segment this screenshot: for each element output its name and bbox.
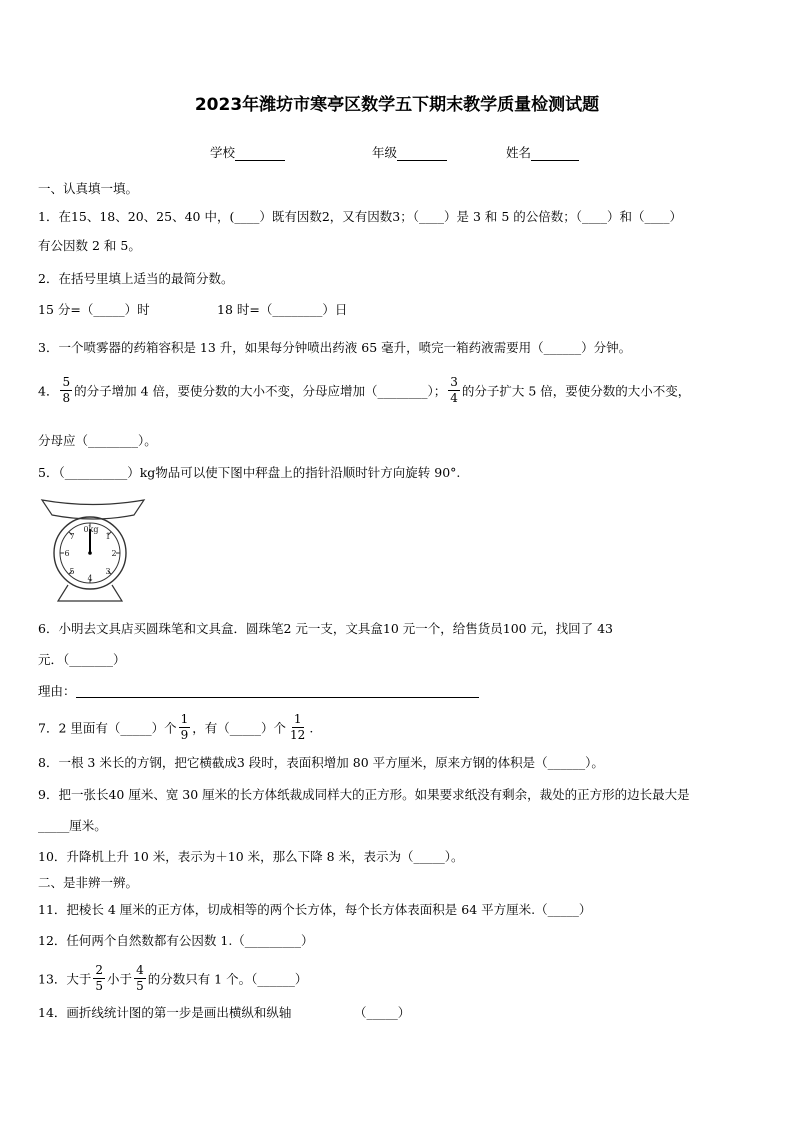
dial-number-4: 4 [87, 574, 93, 583]
fraction-denominator: 12 [290, 727, 306, 742]
kitchen-scale-icon [38, 495, 148, 605]
question-7 [38, 712, 314, 743]
dial-number-6: 6 [64, 549, 70, 558]
question-13 [38, 963, 308, 994]
reason-blank[interactable] [76, 685, 479, 698]
question-2: 2．在括号里填上适当的最简分数。 [38, 271, 234, 286]
dial-number-7: 7 [69, 532, 75, 541]
grade-label: 年级 [372, 145, 398, 160]
name-field [506, 143, 579, 161]
section-2-heading: 二、是非辨一辨。 [38, 875, 139, 890]
question-2-part-b: 18 时=（________）日 [217, 302, 348, 317]
fraction-numerator: 1 [293, 712, 302, 726]
question-7-text-c: . [309, 720, 314, 736]
reason-label: 理由： [38, 683, 76, 699]
dial-label-0kg: 0kg [83, 525, 99, 534]
name-label: 姓名 [506, 145, 532, 160]
question-14-blank: （_____） [354, 1005, 411, 1020]
question-6-line-1: 6．小明去文具店买圆珠笔和文具盒．圆珠笔2 元一支，文具盒10 元一个，给售货员100 元，找回了 43 [38, 621, 613, 636]
kitchen-scale-figure [38, 495, 148, 605]
fraction-numerator: 1 [180, 712, 189, 726]
question-13-text-b: 小于 [107, 971, 133, 987]
question-9-line-1: 9．把一张长40 厘米、宽 30 厘米的长方体纸裁成同样大的正方形。如果要求纸没有剩余，裁处的正方形的边长最大是 [38, 787, 690, 802]
dial-number-1: 1 [105, 532, 111, 541]
question-7-text-b: ，有（_____）个 [192, 720, 287, 736]
fraction-denominator: 9 [180, 727, 189, 742]
question-6-line-2: 元．（_______） [38, 652, 126, 667]
question-10: 10．升降机上升 10 米，表示为＋10 米，那么下降 8 米，表示为（_____）。 [38, 849, 464, 864]
fraction-numerator: 3 [450, 375, 458, 389]
grade-blank[interactable] [397, 148, 447, 161]
grade-field [372, 143, 447, 161]
question-5: 5．（__________）kg物品可以使下图中秤盘上的指针沿顺时针方向旋转 90°. [38, 465, 461, 480]
question-1-line-2: 有公因数 2 和 5。 [38, 238, 141, 253]
fraction-denominator: 8 [62, 390, 71, 405]
fraction-3-4 [448, 376, 460, 404]
question-13-text-c: 的分数只有 1 个。（______） [147, 971, 308, 987]
fraction-numerator: 5 [62, 375, 71, 389]
school-label: 学校 [210, 145, 236, 160]
fraction-denominator: 5 [95, 978, 104, 993]
fraction-numerator: 4 [136, 963, 144, 977]
fraction-1-12 [288, 713, 307, 741]
question-4-line-1 [38, 375, 691, 406]
question-1-line-1: 1．在15、18、20、25、40 中，(____）既有因数2，又有因数3；（____）是 3 和 5 的公倍数；（____）和（____） [38, 209, 683, 224]
fraction-2-5 [93, 964, 105, 992]
fraction-denominator: 4 [450, 390, 458, 405]
question-2-part-a: 15 分=（_____）时 [38, 302, 150, 317]
dial-number-5: 5 [69, 567, 75, 576]
school-field [210, 143, 285, 161]
fraction-numerator: 2 [95, 963, 104, 977]
question-13-text-a: 13．大于 [38, 971, 92, 987]
question-12: 12．任何两个自然数都有公因数 1.（_________） [38, 933, 314, 948]
fraction-4-5 [134, 964, 146, 992]
question-7-text-a: 7．2 里面有（_____）个 [38, 720, 177, 736]
fraction-5-8 [60, 376, 72, 404]
question-11: 11．把棱长 4 厘米的正方体，切成相等的两个长方体，每个长方体表面积是 64 平方厘米.（_____） [38, 902, 592, 917]
section-1-heading: 一、认真填一填。 [38, 181, 139, 196]
dial-number-3: 3 [105, 567, 111, 576]
dial-number-2: 2 [111, 549, 117, 558]
question-4-line-2: 分母应（________）。 [38, 433, 157, 448]
question-3: 3．一个喷雾器的药箱容积是 13 升，如果每分钟喷出药液 65 毫升，喷完一箱药液需要用（______）分钟。 [38, 340, 632, 355]
fraction-denominator: 5 [136, 978, 144, 993]
question-9-line-2: _____厘米。 [38, 818, 107, 833]
question-6-reason [38, 685, 479, 698]
name-blank[interactable] [531, 148, 579, 161]
question-4-text-a: 的分子增加 4 倍，要使分数的大小不变，分母应增加（________）； [74, 383, 447, 399]
school-blank[interactable] [235, 148, 285, 161]
page-title: 2023年潍坊市寒亭区数学五下期末教学质量检测试题 [194, 95, 600, 115]
fraction-1-9 [179, 713, 191, 741]
question-14: 14．画折线统计图的第一步是画出横纵和纵轴 [38, 1005, 292, 1020]
question-8: 8．一根 3 米长的方钢，把它横截成3 段时，表面积增加 80 平方厘米，原来方钢的体积是（______）。 [38, 755, 604, 770]
question-4-number: 4． [38, 383, 59, 399]
question-4-text-b: 的分子扩大 5 倍，要使分数的大小不变， [461, 383, 691, 399]
